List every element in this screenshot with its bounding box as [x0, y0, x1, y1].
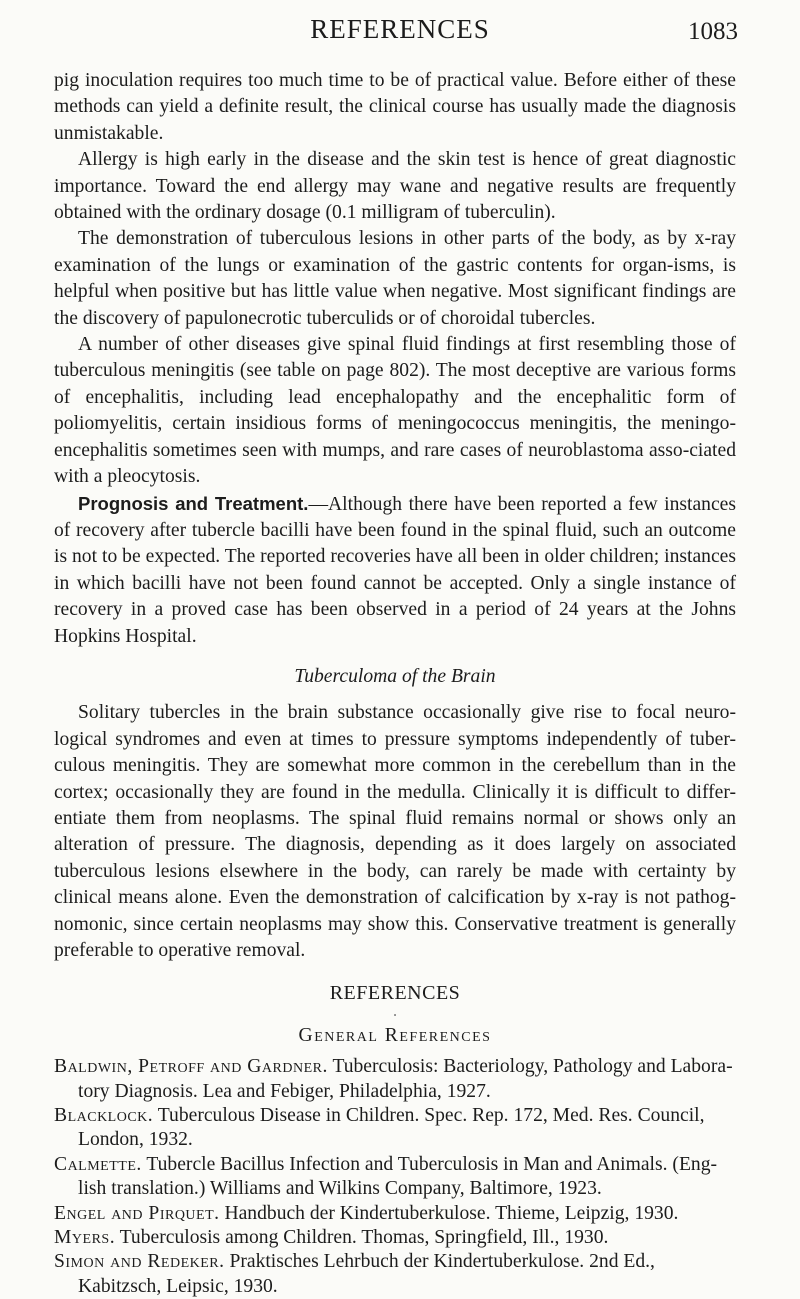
reference-text: Tubercle Bacillus Infection and Tuberculosis in Man and Animals. (Eng-lish translation.) Williams and Wilkins Company, Baltimore, 1923.: [78, 1153, 718, 1200]
section-paragraph: Solitary tubercles in the brain substance occasionally give rise to focal neuro-logical syndromes and even at times to pressure symptoms independently of tuber-culous meningitis. They are somewhat more common in the cerebellum than in the cortex; occasionally they are found in the medulla. Clinically it is difficult to differ-entiate them from neoplasms. The spinal fluid remains normal or shows only an alteration of pressure. The diagnosis, depending as it does largely on associated tuberculous lesions elsewhere in the body, can rarely be made with certainty by clinical means alone. Even the demonstration of calcification by x-ray is not pathog-nomonic, since certain neoplasms may show this. Conservative treatment is generally preferable to operative removal.: [54, 702, 736, 961]
prognosis-paragraph: [54, 491, 736, 650]
references-heading: REFERENCES: [329, 982, 461, 1005]
reference-authors: Baldwin, Petroff and Gardner.: [54, 1056, 328, 1078]
paragraph: pig inoculation requires too much time to be of practical value. Before either of these methods can yield a definite result, the clinical course has usually made the diagnosis unmistakable.: [54, 70, 736, 144]
paragraph: The demonstration of tuberculous lesions in other parts of the body, as by x-ray examination of the lungs or examination of the gastric contents for organ-isms, is helpful when positive but has little value when negative. Most significant findings are the discovery of papulonecrotic tuberculids or of choroidal tubercles.: [54, 228, 736, 329]
reference-authors: Blacklock.: [54, 1105, 154, 1127]
reference-item: [54, 1226, 736, 1250]
page-number: 1083: [688, 18, 738, 45]
reference-item: [54, 1153, 736, 1202]
reference-item: [54, 1250, 736, 1299]
paragraph: A number of other diseases give spinal fluid findings at first resembling those of tuberculous meningitis (see table on page 802). The most deceptive are various forms of encephalitis, including lead encephalopathy and the encephalitic form of poliomyelitis, certain insidious forms of meningococcus meningitis, the meningo-encephalitis sometimes seen with mumps, and rare cases of neuroblastoma asso-ciated with a pleocytosis.: [54, 334, 736, 488]
reference-text: Tuberculous Disease in Children. Spec. Rep. 172, Med. Res. Council, London, 1932.: [78, 1105, 705, 1151]
paragraph: Allergy is high early in the disease and the skin test is hence of great diagnostic importance. Toward the end allergy may wane and negative results are frequently obtained with the ordinary dosage (0.1 milligram of tuberculin).: [54, 149, 736, 224]
prognosis-run-in-heading: Prognosis and Treatment.: [78, 492, 309, 514]
reference-item: [54, 1055, 736, 1104]
references-subheading: General References: [298, 1024, 492, 1046]
reference-authors: Engel and Pirquet.: [54, 1202, 220, 1224]
reference-authors: Myers.: [54, 1227, 116, 1249]
reference-authors: Simon and Redeker.: [54, 1251, 225, 1273]
reference-item: [54, 1202, 736, 1226]
reference-text: Tuberculosis: Bacteriology, Pathology and Labora-tory Diagnosis. Lea and Febiger, Philadelphia, 1927.: [78, 1056, 733, 1102]
running-title: REFERENCES: [310, 14, 490, 44]
references-list: [54, 1055, 736, 1299]
reference-text: Praktisches Lehrbuch der Kindertuberkulose. 2nd Ed., Kabitzsch, Leipsic, 1930.: [78, 1251, 655, 1297]
reference-item: [54, 1104, 736, 1153]
ornament-dot: •: [393, 1010, 397, 1020]
reference-text: Handbuch der Kindertuberkulose. Thieme, Leipzig, 1930.: [224, 1202, 679, 1224]
section-title: Tuberculoma of the Brain: [294, 665, 496, 687]
reference-authors: Calmette.: [54, 1153, 142, 1175]
reference-text: Tuberculosis among Children. Thomas, Springfield, Ill., 1930.: [119, 1227, 609, 1249]
prognosis-text: —Although there have been reported a few instances of recovery after tubercle bacilli have been found in the spinal fluid, such an outcome is not to be expected. The reported recoveries have all been in older children; instances in which bacilli have not been found cannot be accepted. Only a single instance of recovery in a proved case has been observed in a period of 24 years at the Johns Hopkins Hospital.: [54, 493, 736, 647]
running-head: [0, 14, 800, 54]
body-text: [54, 68, 736, 1299]
